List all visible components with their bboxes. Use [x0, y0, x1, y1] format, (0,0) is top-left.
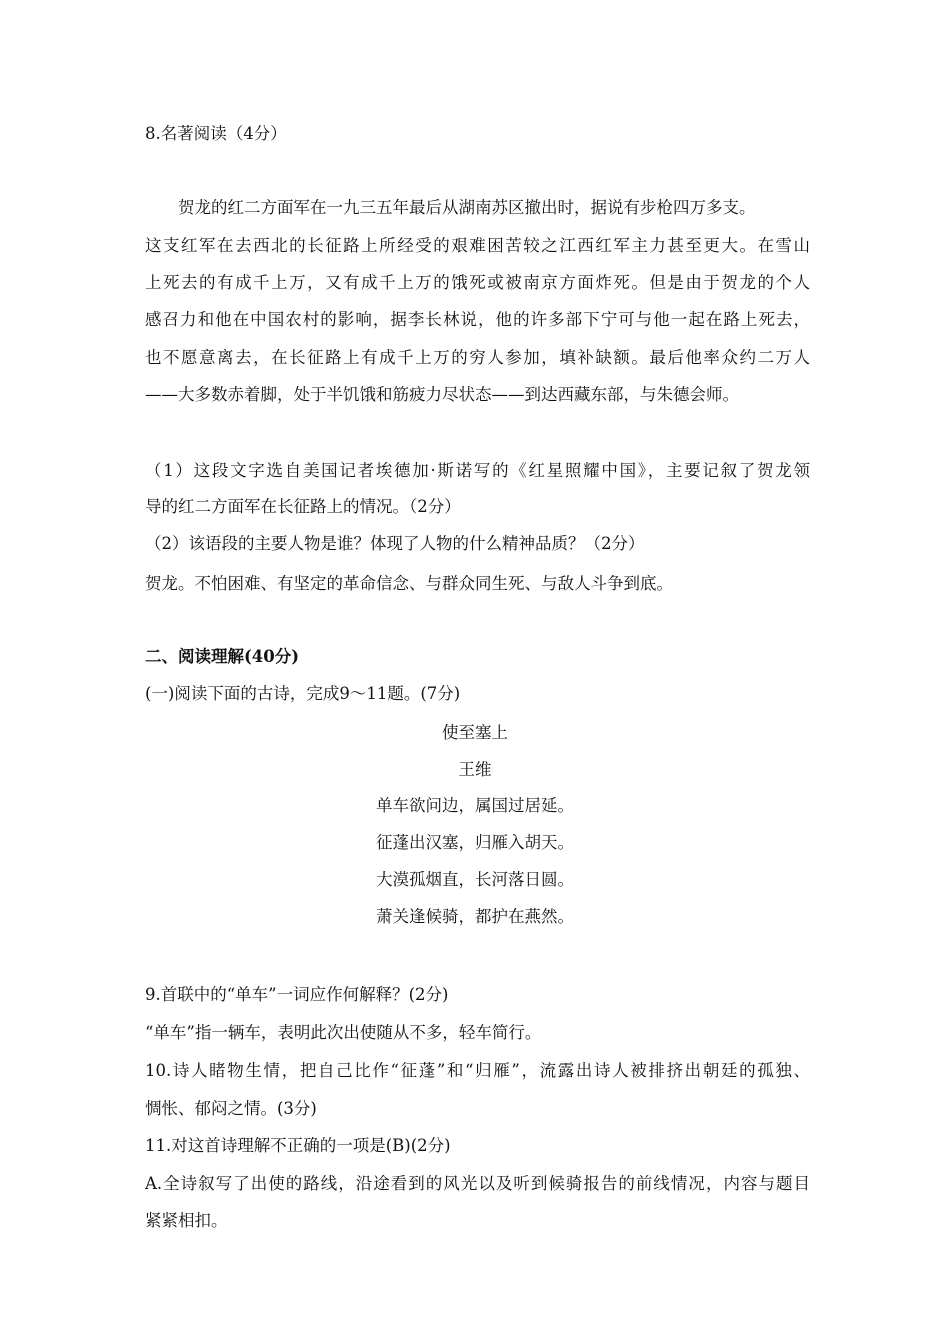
q8-sub1-line2: 导的红二方面军在长征路上的情况。（2分）	[145, 497, 461, 516]
q8-sub1-line1: （1）这段文字选自美国记者埃德加·斯诺写的《红星照耀中国》，主要记叙了贺龙领	[145, 461, 810, 480]
q8-answer: 贺龙。不怕困难、有坚定的革命信念、与群众同生死、与敌人斗争到底。	[145, 574, 673, 593]
poem-author: 王维	[458, 760, 492, 779]
poem-title: 使至塞上	[442, 723, 508, 742]
q11-option-a-line2: 紧紧相扣。	[145, 1211, 228, 1230]
passage-line: ——大多数赤着脚，处于半饥饿和筋疲力尽状态——到达西藏东部，与朱德会师。	[145, 385, 739, 404]
poem-line: 征蓬出汉塞，归雁入胡天。	[376, 833, 574, 852]
part1-intro: (一)阅读下面的古诗，完成9～11题。(7分)	[145, 684, 461, 703]
passage-line: 贺龙的红二方面军在一九三五年最后从湖南苏区撤出时，据说有步枪四万多支。	[178, 198, 756, 217]
poem-line: 单车欲问边，属国过居延。	[376, 796, 574, 815]
q8-title: 8.名著阅读（4分）	[145, 124, 287, 143]
q8-sub2: （2）该语段的主要人物是谁？体现了人物的什么精神品质？（2分）	[145, 534, 645, 553]
q10-line2: 惆怅、郁闷之情。(3分)	[145, 1099, 317, 1118]
passage-line: 上死去的有成千上万，又有成千上万的饿死或被南京方面炸死。但是由于贺龙的个人	[145, 273, 810, 292]
q9: 9.首联中的“单车”一词应作何解释？(2分)	[145, 985, 449, 1004]
poem-line: 萧关逢候骑，都护在燕然。	[376, 907, 574, 926]
passage-line: 这支红军在去西北的长征路上所经受的艰难困苦较之江西红军主力甚至更大。在雪山	[145, 236, 810, 255]
poem-line: 大漠孤烟直，长河落日圆。	[376, 870, 574, 889]
passage-line: 感召力和他在中国农村的影响，据李长林说，他的许多部下宁可与他一起在路上死去，	[145, 310, 810, 329]
q11-option-a-line1: A.全诗叙写了出使的路线，沿途看到的风光以及听到候骑报告的前线情况，内容与题目	[145, 1174, 810, 1193]
q9-answer: “单车”指一辆车，表明此次出使随从不多，轻车简行。	[145, 1023, 542, 1042]
passage-line: 也不愿意离去，在长征路上有成千上万的穷人参加，填补缺额。最后他率众约二万人	[145, 348, 810, 367]
q11: 11.对这首诗理解不正确的一项是(B)(2分)	[145, 1136, 451, 1155]
q10-line1: 10.诗人睹物生情，把自己比作“征蓬”和“归雁”，流露出诗人被排挤出朝廷的孤独、	[145, 1061, 810, 1080]
section-heading: 二、阅读理解(40分)	[145, 647, 300, 666]
